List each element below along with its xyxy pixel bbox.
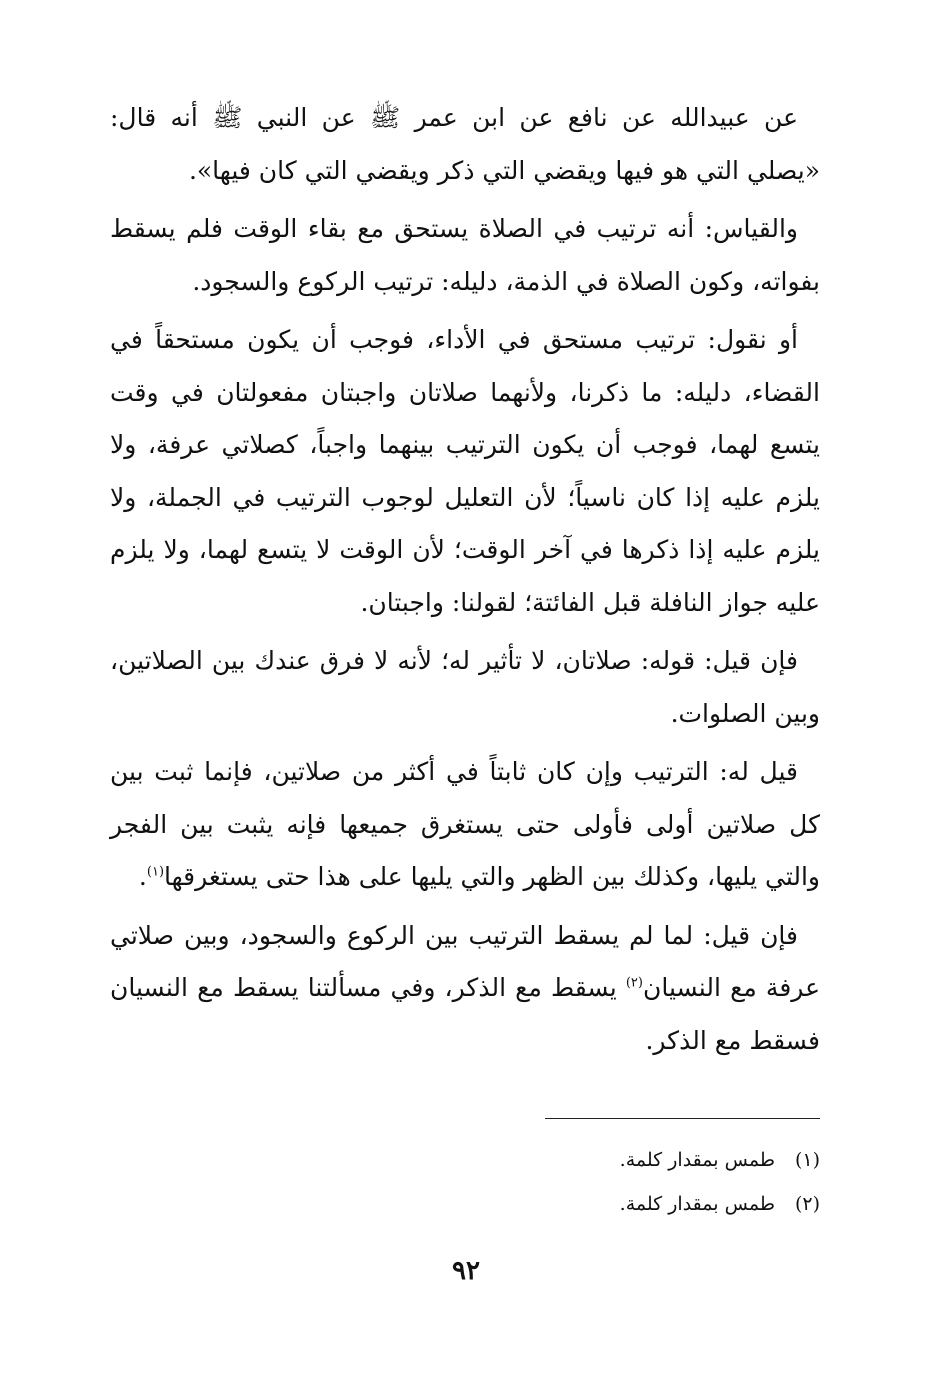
paragraph-5-text: قيل له: الترتيب وإن كان ثابتاً في أكثر من صلاتين، فإنما ثبت بين كل صلاتين أولى فأولى حتى يستغرق جميعها فإنه يثبت بين الفجر والتي يليها، وكذلك بين الظهر والتي يليها على هذا حتى يستغرقها xyxy=(110,757,820,891)
footnote-number: (١) xyxy=(794,1149,820,1171)
footnote-2 xyxy=(545,1182,820,1226)
main-text xyxy=(110,92,820,1073)
paragraph-1: عن عبيدالله عن نافع عن ابن عمر ﷺ عن النبي ﷺ أنه قال: «يصلي التي هو فيها ويقضي التي ذكر ويقضي التي كان فيها». xyxy=(110,103,820,185)
paragraph-2: والقياس: أنه ترتيب في الصلاة يستحق مع بقاء الوقت فلم يسقط بفواته، وكون الصلاة في الذمة، دليله: ترتيب الركوع والسجود. xyxy=(110,214,820,296)
footnote-text: طمس بمقدار كلمة. xyxy=(619,1149,775,1171)
paragraph-6 xyxy=(110,910,820,1068)
footnote-1 xyxy=(545,1138,820,1182)
paragraph-6-end: يسقط مع الذكر، وفي مسألتنا يسقط مع النسيان فسقط مع الذكر. xyxy=(110,973,820,1055)
paragraph-6-text: فإن قيل: لما لم يسقط الترتيب بين الركوع والسجود، وبين صلاتي عرفة مع النسيان xyxy=(110,920,820,1002)
paragraph-5-end: . xyxy=(138,862,147,891)
footnotes xyxy=(545,1138,820,1226)
footnote-text: طمس بمقدار كلمة. xyxy=(619,1193,775,1215)
footnote-divider xyxy=(545,1118,820,1119)
footnote-ref-1[interactable]: (١) xyxy=(146,864,165,880)
footnote-ref-2[interactable]: (٢) xyxy=(625,975,643,991)
page-number: ٩٢ xyxy=(452,1256,480,1286)
paragraph-4: فإن قيل: قوله: صلاتان، لا تأثير له؛ لأنه لا فرق عندك بين الصلاتين، وبين الصلوات. xyxy=(110,646,820,728)
paragraph-5 xyxy=(110,746,820,904)
paragraph-3: أو نقول: ترتيب مستحق في الأداء، فوجب أن يكون مستحقاً في القضاء، دليله: ما ذكرنا، ولأنهما صلاتان واجبتان مفعولتان في وقت يتسع لهما، فوجب أن يكون الترتيب بينهما واجباً، كصلاتي عرفة، ولا يلزم عليه إذا كان ناسياً؛ لأن التعليل لوجوب الترتيب في الجملة، ولا يلزم عليه إذا ذكرها في آخر الوقت؛ لأن الوقت لا يتسع لهما، ولا يلزم عليه جواز النافلة قبل الفائتة؛ لقولنا: واجبتان. xyxy=(110,325,820,617)
footnote-number: (٢) xyxy=(794,1193,820,1215)
